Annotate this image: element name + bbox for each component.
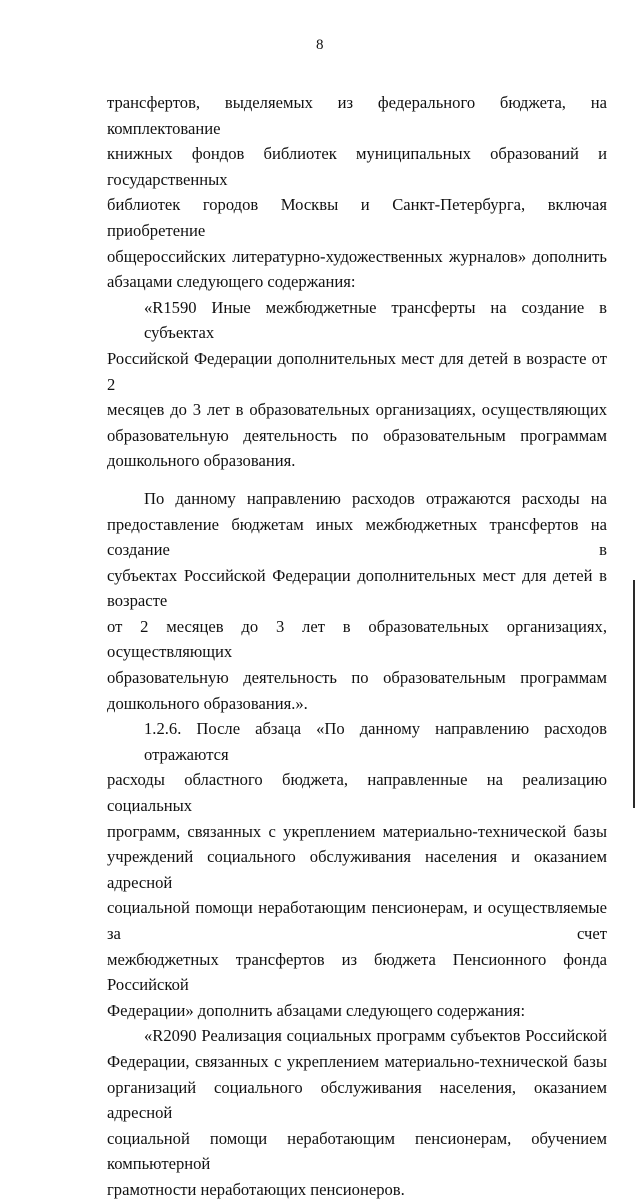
- text-line: общероссийских литературно-художественных журналов» дополнить: [107, 246, 607, 266]
- text-line: библиотек городов Москвы и Санкт-Петербурга, включая приобретение: [107, 195, 607, 240]
- text-line: Российской Федерации дополнительных мест для детей в возрасте от 2: [107, 348, 607, 394]
- paragraph-1-2-6: [107, 716, 607, 1023]
- text-line: расходы областного бюджета, направленные на реализацию социальных: [107, 770, 607, 816]
- text-line: субъектах Российской Федерации дополнительных мест для детей в возрасте: [107, 565, 607, 611]
- text-line: «R2090 Реализация социальных программ субъектов Российской: [144, 1026, 607, 1046]
- paragraph-expenses-description: [107, 486, 607, 716]
- text-line: трансфертов, выделяемых из федерального бюджета, на комплектование: [107, 93, 607, 138]
- text-line: дошкольного образования.: [107, 451, 296, 471]
- paragraph-r2090: [107, 1023, 607, 1202]
- text-line: учреждений социального обслуживания населения и оказанием адресной: [107, 847, 607, 892]
- text-line: социальной помощи неработающим пенсионерам, и осуществляемые за счет: [107, 898, 607, 943]
- paragraph-continuation: [107, 90, 607, 295]
- text-line: дошкольного образования.».: [107, 693, 308, 713]
- text-line: программ, связанных с укреплением материально-технической базы: [107, 821, 607, 841]
- text-line: социальной помощи неработающим пенсионерам, обучением компьютерной: [107, 1128, 607, 1174]
- text-line: абзацами следующего содержания:: [107, 272, 356, 292]
- text-line: «R1590 Иные межбюджетные трансферты на создание в субъектах: [144, 297, 607, 343]
- text-line: межбюджетных трансфертов из бюджета Пенсионного фонда Российской: [107, 949, 607, 995]
- text-line: организаций социального обслуживания населения, оказанием адресной: [107, 1077, 607, 1123]
- page-number: 8: [316, 37, 324, 53]
- text-line: образовательную деятельность по образовательным программам: [107, 668, 607, 688]
- text-line: книжных фондов библиотек муниципальных образований и государственных: [107, 144, 607, 189]
- text-line: грамотности неработающих пенсионеров.: [107, 1179, 405, 1199]
- text-line: По данному направлению расходов отражаются расходы на: [144, 488, 607, 508]
- scan-edge-mark: [633, 580, 635, 808]
- text-line: месяцев до 3 лет в образовательных организациях, осуществляющих: [107, 400, 607, 420]
- paragraph-r1590: [107, 295, 607, 474]
- text-line: 1.2.6. После абзаца «По данному направлению расходов отражаются: [144, 719, 607, 764]
- text-line: Федерации, связанных с укреплением материально-технической базы: [107, 1051, 607, 1071]
- document-body: [107, 90, 607, 1203]
- text-line: Федерации» дополнить абзацами следующего содержания:: [107, 1000, 526, 1020]
- text-line: предоставление бюджетам иных межбюджетных трансфертов на создание в: [107, 514, 607, 560]
- text-line: образовательную деятельность по образовательным программам: [107, 425, 607, 445]
- text-line: от 2 месяцев до 3 лет в образовательных организациях, осуществляющих: [107, 616, 607, 662]
